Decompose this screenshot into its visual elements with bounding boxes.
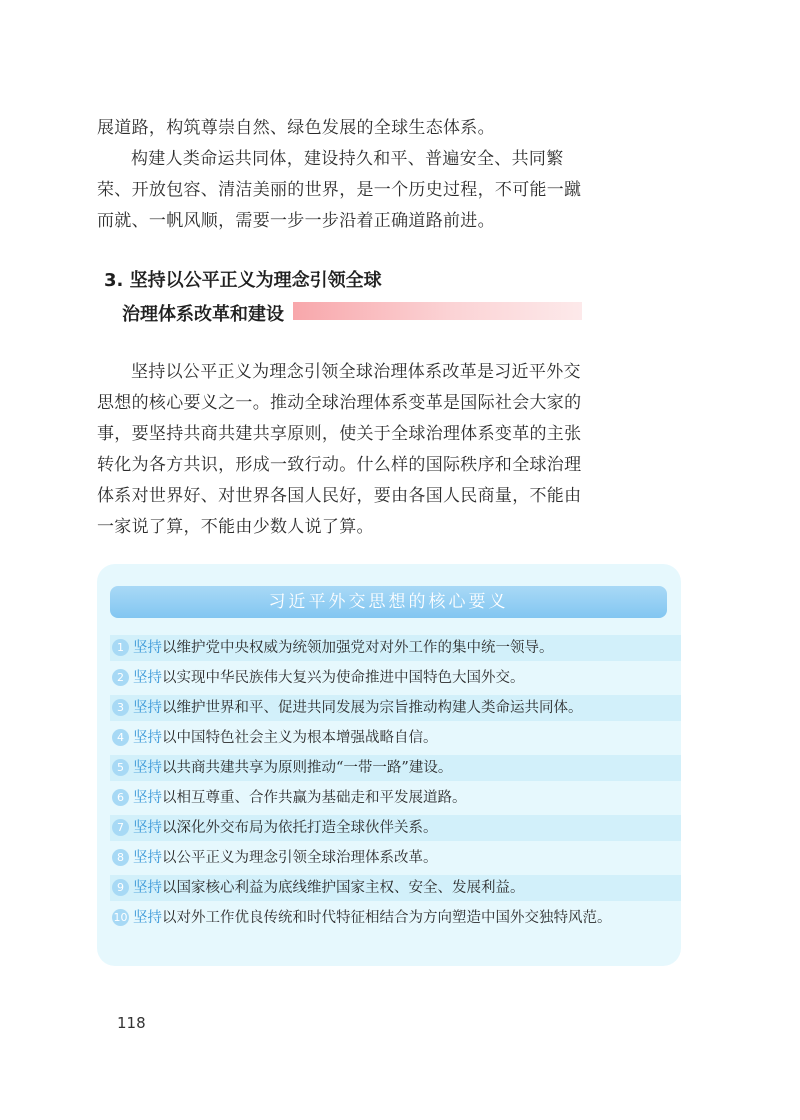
core-essentials-box	[97, 564, 681, 966]
page-number: 118	[117, 1014, 146, 1032]
essentials-list	[110, 635, 681, 935]
list-item	[110, 665, 681, 691]
section-heading-line2: 治理体系改革和建设	[122, 304, 284, 325]
section-heading-line1: 3. 坚持以公平正义为理念引领全球	[104, 270, 382, 291]
item-text: 以公平正义为理念引领全球治理体系改革。	[162, 850, 438, 866]
list-item	[110, 845, 681, 871]
number-badge: 6	[112, 789, 129, 806]
item-text: 以国家核心利益为底线维护国家主权、安全、发展利益。	[162, 880, 525, 896]
item-text: 以共商共建共享为原则推动“一带一路”建设。	[162, 760, 453, 776]
list-item	[110, 695, 681, 721]
paragraph-continuation: 展道路，构筑尊崇自然、绿色发展的全球生态体系。	[97, 118, 495, 138]
list-item	[110, 875, 681, 901]
number-badge: 9	[112, 879, 129, 896]
section-heading	[104, 265, 382, 331]
list-item	[110, 725, 681, 751]
number-badge: 4	[112, 729, 129, 746]
number-badge: 10	[113, 911, 128, 924]
list-item	[110, 755, 681, 781]
item-text: 以对外工作优良传统和时代特征相结合为方向塑造中国外交独特风范。	[162, 910, 612, 926]
keyword: 坚持	[133, 760, 162, 776]
item-text: 以维护世界和平、促进共同发展为宗旨推动构建人类命运共同体。	[162, 700, 583, 716]
paragraph-community: 构建人类命运共同体，建设持久和平、普遍安全、共同繁荣、开放包容、清洁美丽的世界，是一个历史过程，不可能一蹴而就、一帆风顺，需要一步一步沿着正确道路前进。	[97, 149, 582, 231]
list-item	[110, 635, 681, 661]
list-item	[110, 905, 681, 931]
keyword: 坚持	[133, 700, 162, 716]
number-badge: 5	[112, 759, 129, 776]
number-badge: 8	[112, 849, 129, 866]
paragraph-global-governance: 坚持以公平正义为理念引领全球治理体系改革是习近平外交思想的核心要义之一。推动全球治理体系变革是国际社会大家的事，要坚持共商共建共享原则，使关于全球治理体系变革的主张转化为各方共识，形成一致行动。什么样的国际秩序和全球治理体系对世界好、对世界各国人民好，要由各国人民商量，不能由一家说了算，不能由少数人说了算。	[97, 362, 582, 537]
box-title: 习近平外交思想的核心要义	[110, 586, 667, 618]
keyword: 坚持	[133, 640, 162, 656]
number-badge: 3	[112, 699, 129, 716]
number-badge: 7	[112, 819, 129, 836]
keyword: 坚持	[133, 910, 162, 926]
keyword: 坚持	[133, 880, 162, 896]
number-badge: 1	[112, 639, 129, 656]
keyword: 坚持	[133, 820, 162, 836]
item-text: 以维护党中央权威为统领加强党对对外工作的集中统一领导。	[162, 640, 554, 656]
heading-decoration-bar	[293, 302, 582, 320]
list-item	[110, 785, 681, 811]
item-text: 以深化外交布局为依托打造全球伙伴关系。	[162, 820, 438, 836]
list-item	[110, 815, 681, 841]
keyword: 坚持	[133, 670, 162, 686]
keyword: 坚持	[133, 790, 162, 806]
item-text: 以实现中华民族伟大复兴为使命推进中国特色大国外交。	[162, 670, 525, 686]
number-badge: 2	[112, 669, 129, 686]
keyword: 坚持	[133, 850, 162, 866]
keyword: 坚持	[133, 730, 162, 746]
item-text: 以相互尊重、合作共赢为基础走和平发展道路。	[162, 790, 467, 806]
item-text: 以中国特色社会主义为根本增强战略自信。	[162, 730, 438, 746]
